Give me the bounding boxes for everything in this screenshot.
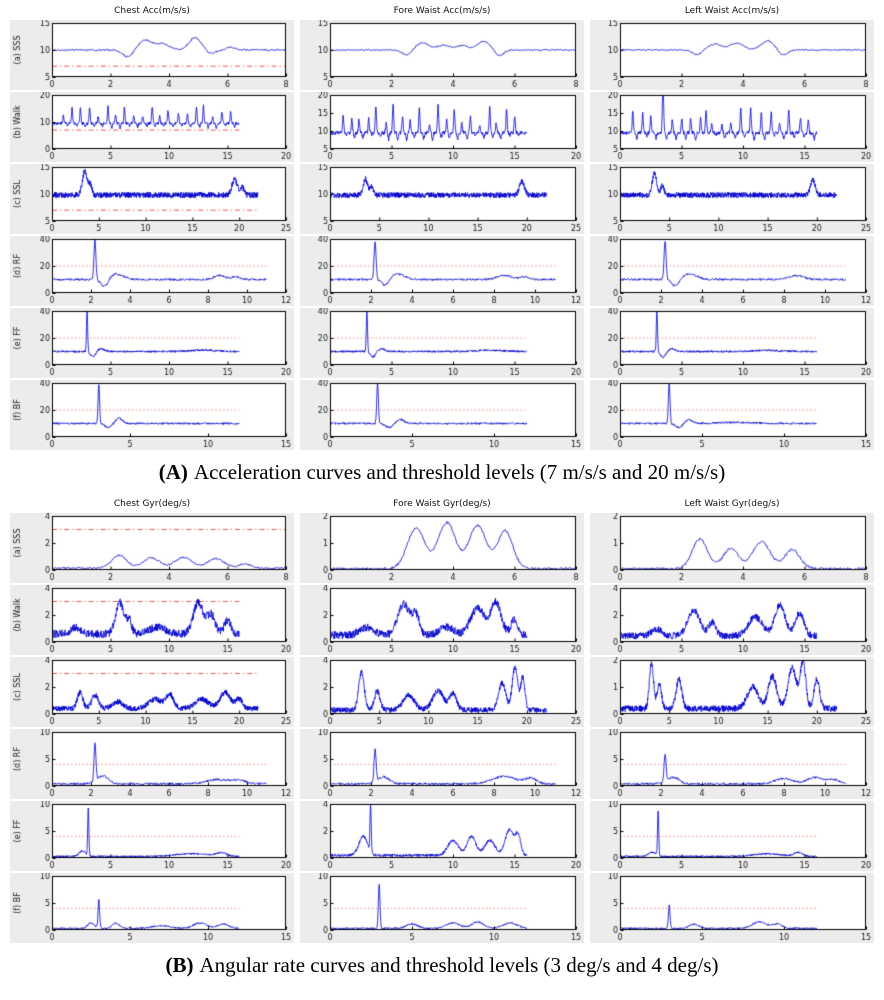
- subplot-A-e-left-waist: [590, 308, 874, 378]
- column-title-b-chest: Chest Gyr(deg/s): [113, 499, 191, 509]
- caption-b: [0, 953, 884, 978]
- subplot-A-f-left-waist: [590, 380, 874, 450]
- subplot-B-e-chest: [10, 801, 294, 871]
- subplot-B-c-fore-waist: [300, 657, 584, 727]
- subplot-B-e-fore-waist: [300, 801, 584, 871]
- subplot-A-a-fore-waist: [300, 20, 584, 90]
- subplot-B-d-left-waist: [590, 729, 874, 799]
- column-title-a-fore-waist: Fore Waist Acc(m/s/s): [393, 6, 491, 16]
- subplot-B-d-fore-waist: [300, 729, 584, 799]
- subplot-B-d-chest: [10, 729, 294, 799]
- panel-b: [0, 497, 884, 978]
- subplot-B-f-fore-waist: [300, 873, 584, 943]
- subplot-B-f-chest: [10, 873, 294, 943]
- caption-a-text: Acceleration curves and threshold levels (7 m/s/s and 20 m/s/s): [193, 460, 726, 484]
- column-title-a-chest: Chest Acc(m/s/s): [114, 6, 190, 16]
- subplot-B-b-fore-waist: [300, 585, 584, 655]
- panel-a-grid: [0, 4, 884, 450]
- subplot-B-a-left-waist: [590, 513, 874, 583]
- subplot-A-b-left-waist: [590, 92, 874, 162]
- subplot-A-d-left-waist: [590, 236, 874, 306]
- caption-a-label: (A): [158, 460, 188, 484]
- subplot-B-c-chest: [10, 657, 294, 727]
- subplot-A-b-chest: [10, 92, 294, 162]
- subplot-B-f-left-waist: [590, 873, 874, 943]
- subplot-A-a-left-waist: [590, 20, 874, 90]
- caption-b-text: Angular rate curves and threshold levels (3 deg/s and 4 deg/s): [199, 953, 719, 977]
- column-title-b-fore-waist: Fore Waist Gyr(deg/s): [393, 499, 491, 509]
- subplot-A-e-chest: [10, 308, 294, 378]
- subplot-A-d-fore-waist: [300, 236, 584, 306]
- subplot-A-c-left-waist: [590, 164, 874, 234]
- caption-b-label: (B): [165, 953, 194, 977]
- subplot-A-b-fore-waist: [300, 92, 584, 162]
- column-title-b-left-waist: Left Waist Gyr(deg/s): [684, 499, 780, 509]
- caption-a: [0, 460, 884, 485]
- subplot-A-a-chest: [10, 20, 294, 90]
- subplot-B-b-left-waist: [590, 585, 874, 655]
- subplot-A-e-fore-waist: [300, 308, 584, 378]
- subplot-B-a-fore-waist: [300, 513, 584, 583]
- subplot-B-e-left-waist: [590, 801, 874, 871]
- subplot-B-c-left-waist: [590, 657, 874, 727]
- subplot-A-d-chest: [10, 236, 294, 306]
- subplot-A-c-fore-waist: [300, 164, 584, 234]
- subplot-A-f-fore-waist: [300, 380, 584, 450]
- panel-a: [0, 4, 884, 485]
- subplot-B-b-chest: [10, 585, 294, 655]
- subplot-A-f-chest: [10, 380, 294, 450]
- subplot-B-a-chest: [10, 513, 294, 583]
- panel-b-grid: [0, 497, 884, 943]
- column-title-a-left-waist: Left Waist Acc(m/s/s): [684, 6, 780, 16]
- subplot-A-c-chest: [10, 164, 294, 234]
